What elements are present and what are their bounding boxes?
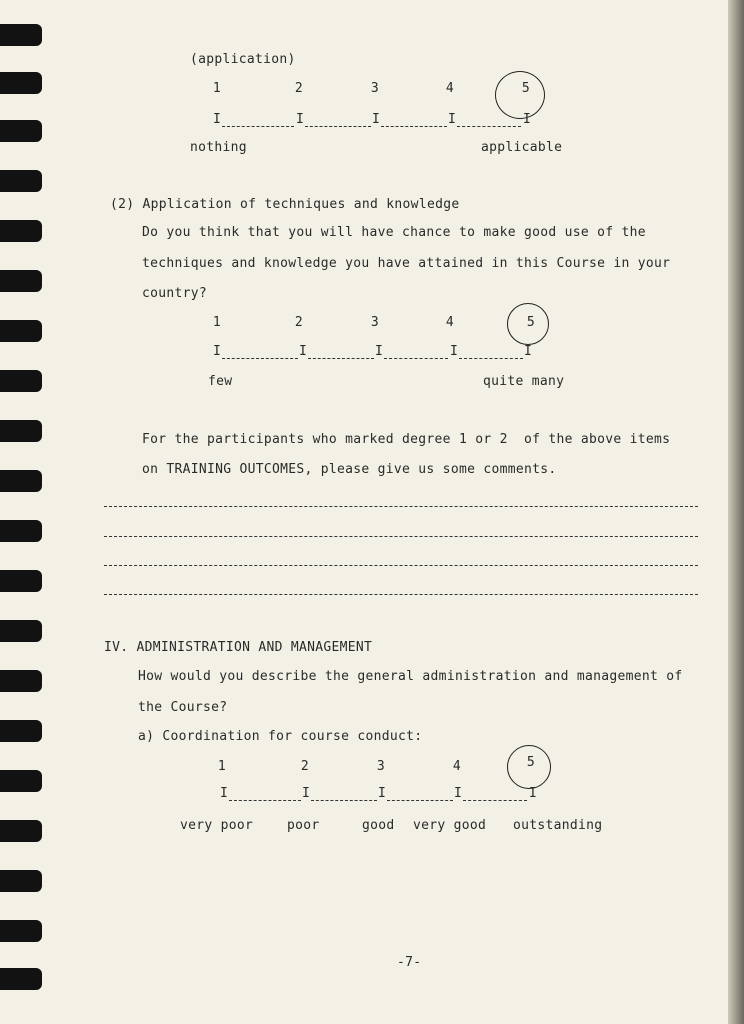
scale-tick: I bbox=[529, 786, 538, 801]
selection-circle bbox=[495, 71, 545, 119]
scale-tick: I bbox=[450, 344, 459, 359]
scale-tick: I bbox=[299, 344, 308, 359]
comment-line[interactable] bbox=[104, 506, 698, 507]
scale-point-2: 2 bbox=[294, 81, 304, 96]
scale-point-1: 1 bbox=[212, 315, 222, 330]
scale-point-2: 2 bbox=[300, 759, 310, 774]
scale-point-2: 2 bbox=[294, 315, 304, 330]
scale-tick: I bbox=[213, 112, 222, 127]
section4-question-line2: the Course? bbox=[138, 700, 228, 715]
item2-question-line3: country? bbox=[142, 286, 208, 301]
comment-line[interactable] bbox=[104, 536, 698, 537]
scale-tick: I bbox=[448, 112, 457, 127]
spiral-binding bbox=[0, 0, 44, 1024]
scale-tick: I bbox=[524, 344, 533, 359]
comment-line[interactable] bbox=[104, 594, 698, 595]
section4-title: IV. ADMINISTRATION AND MANAGEMENT bbox=[104, 640, 373, 655]
comment-line[interactable] bbox=[104, 565, 698, 566]
scale-label-poor: poor bbox=[287, 818, 320, 833]
item2-question-line1: Do you think that you will have chance to make good use of the bbox=[142, 225, 646, 240]
page-edge bbox=[728, 0, 744, 1024]
scale-point-4: 4 bbox=[452, 759, 462, 774]
scale-point-3: 3 bbox=[370, 315, 380, 330]
scale-tick: I bbox=[375, 344, 384, 359]
scale-label-left: few bbox=[208, 374, 233, 389]
scale-point-5: 5 bbox=[526, 755, 536, 770]
item2-question-line2: techniques and knowledge you have attained in this Course in your bbox=[142, 256, 671, 271]
scale-point-4: 4 bbox=[445, 315, 455, 330]
scale-tick: I bbox=[523, 112, 532, 127]
scale-point-3: 3 bbox=[376, 759, 386, 774]
scale-point-5: 5 bbox=[521, 81, 531, 96]
page-number: -7- bbox=[397, 955, 422, 970]
scale-tick: I bbox=[302, 786, 311, 801]
scale-tick: I bbox=[296, 112, 305, 127]
section4-question-line1: How would you describe the general administration and management of bbox=[138, 669, 683, 684]
scale-tick: I bbox=[213, 344, 222, 359]
scale-label-outstanding: outstanding bbox=[513, 818, 603, 833]
scale-tick: I bbox=[378, 786, 387, 801]
scale-point-3: 3 bbox=[370, 81, 380, 96]
section4-sub-a: a) Coordination for course conduct: bbox=[138, 729, 423, 744]
scale-point-1: 1 bbox=[217, 759, 227, 774]
item2-title: (2) Application of techniques and knowledge bbox=[110, 197, 460, 212]
comments-line2: on TRAINING OUTCOMES, please give us some comments. bbox=[142, 462, 557, 477]
scale-label-left: nothing bbox=[190, 140, 247, 155]
selection-circle bbox=[507, 745, 551, 789]
scale-point-5: 5 bbox=[526, 315, 536, 330]
comments-line1: For the participants who marked degree 1 or 2 of the above items bbox=[142, 432, 671, 447]
scale-tick: I bbox=[220, 786, 229, 801]
scale-label-very-poor: very poor bbox=[180, 818, 254, 833]
scale-label-right: applicable bbox=[481, 140, 563, 155]
scale-point-1: 1 bbox=[212, 81, 222, 96]
application-header: (application) bbox=[190, 52, 296, 67]
scale-label-good: good bbox=[362, 818, 395, 833]
scale-point-4: 4 bbox=[445, 81, 455, 96]
scale-label-very-good: very good bbox=[413, 818, 487, 833]
scale-label-right: quite many bbox=[483, 374, 565, 389]
scale-tick: I bbox=[372, 112, 381, 127]
selection-circle bbox=[507, 303, 549, 345]
scale-tick: I bbox=[454, 786, 463, 801]
